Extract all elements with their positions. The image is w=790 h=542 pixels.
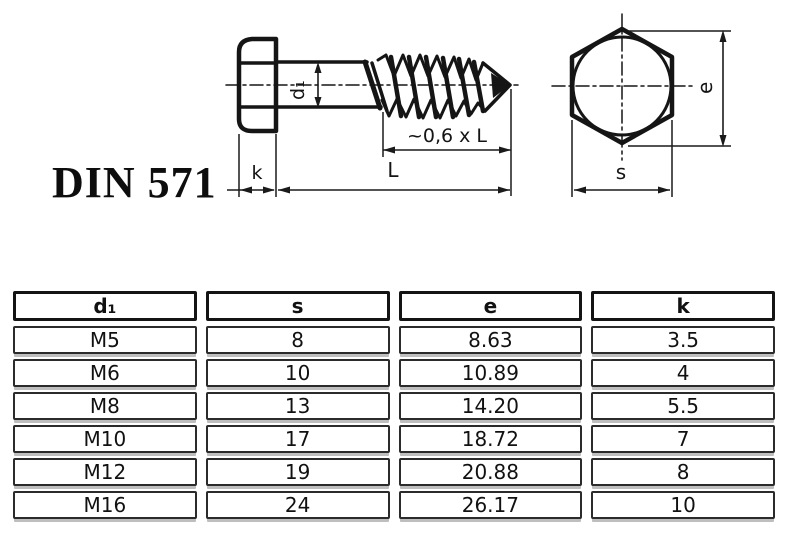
table-cell: 8 bbox=[206, 326, 390, 354]
dim-label-k: k bbox=[251, 162, 263, 184]
dim-label-s: s bbox=[615, 160, 627, 184]
column-header-d1: d₁ bbox=[13, 291, 197, 321]
dim-label-d1: d₁ bbox=[287, 80, 309, 100]
e-arrow-up bbox=[720, 30, 727, 42]
thread-flank-lines bbox=[391, 57, 483, 117]
screw-side-view bbox=[226, 39, 518, 131]
table-cell: 7 bbox=[591, 425, 775, 453]
table-cell: M10 bbox=[13, 425, 197, 453]
table-cell: 8.63 bbox=[399, 326, 583, 354]
table-cell: 5.5 bbox=[591, 392, 775, 420]
column-header-k: k bbox=[591, 291, 775, 321]
table-cell: M12 bbox=[13, 458, 197, 486]
table-cell: 10 bbox=[591, 491, 775, 519]
L-arrow-right bbox=[498, 187, 510, 194]
table-cell: 20.88 bbox=[399, 458, 583, 486]
column-header-e: e bbox=[399, 291, 583, 321]
dimensions-table bbox=[13, 291, 775, 519]
table-cell: M8 bbox=[13, 392, 197, 420]
table-cell: 14.20 bbox=[399, 392, 583, 420]
dim-label-L: L bbox=[387, 158, 399, 182]
table-cell: 17 bbox=[206, 425, 390, 453]
table-cell: 19 bbox=[206, 458, 390, 486]
table-cell: 8 bbox=[591, 458, 775, 486]
table-cell: 18.72 bbox=[399, 425, 583, 453]
table-cell: 10.89 bbox=[399, 359, 583, 387]
table-cell: 4 bbox=[591, 359, 775, 387]
k-arrow-left bbox=[240, 187, 252, 194]
e-arrow-down bbox=[720, 135, 727, 147]
dim-label-thread-length: ~0,6 x L bbox=[406, 125, 488, 147]
table-cell: M5 bbox=[13, 326, 197, 354]
dim-label-e: e bbox=[693, 81, 717, 94]
s-arrow-left bbox=[574, 187, 586, 194]
column-header-s: s bbox=[206, 291, 390, 321]
table-cell: 26.17 bbox=[399, 491, 583, 519]
table-cell: M16 bbox=[13, 491, 197, 519]
table-cell: 10 bbox=[206, 359, 390, 387]
thread-length-arrow-right bbox=[499, 147, 511, 154]
L-arrow-left bbox=[278, 187, 290, 194]
table-cell: M6 bbox=[13, 359, 197, 387]
thread-length-arrow-left bbox=[383, 147, 395, 154]
table-cell: 13 bbox=[206, 392, 390, 420]
standard-title: DIN 571 bbox=[52, 158, 217, 207]
s-arrow-right bbox=[658, 187, 670, 194]
k-arrow-right bbox=[263, 187, 275, 194]
table-cell: 24 bbox=[206, 491, 390, 519]
table-cell: 3.5 bbox=[591, 326, 775, 354]
